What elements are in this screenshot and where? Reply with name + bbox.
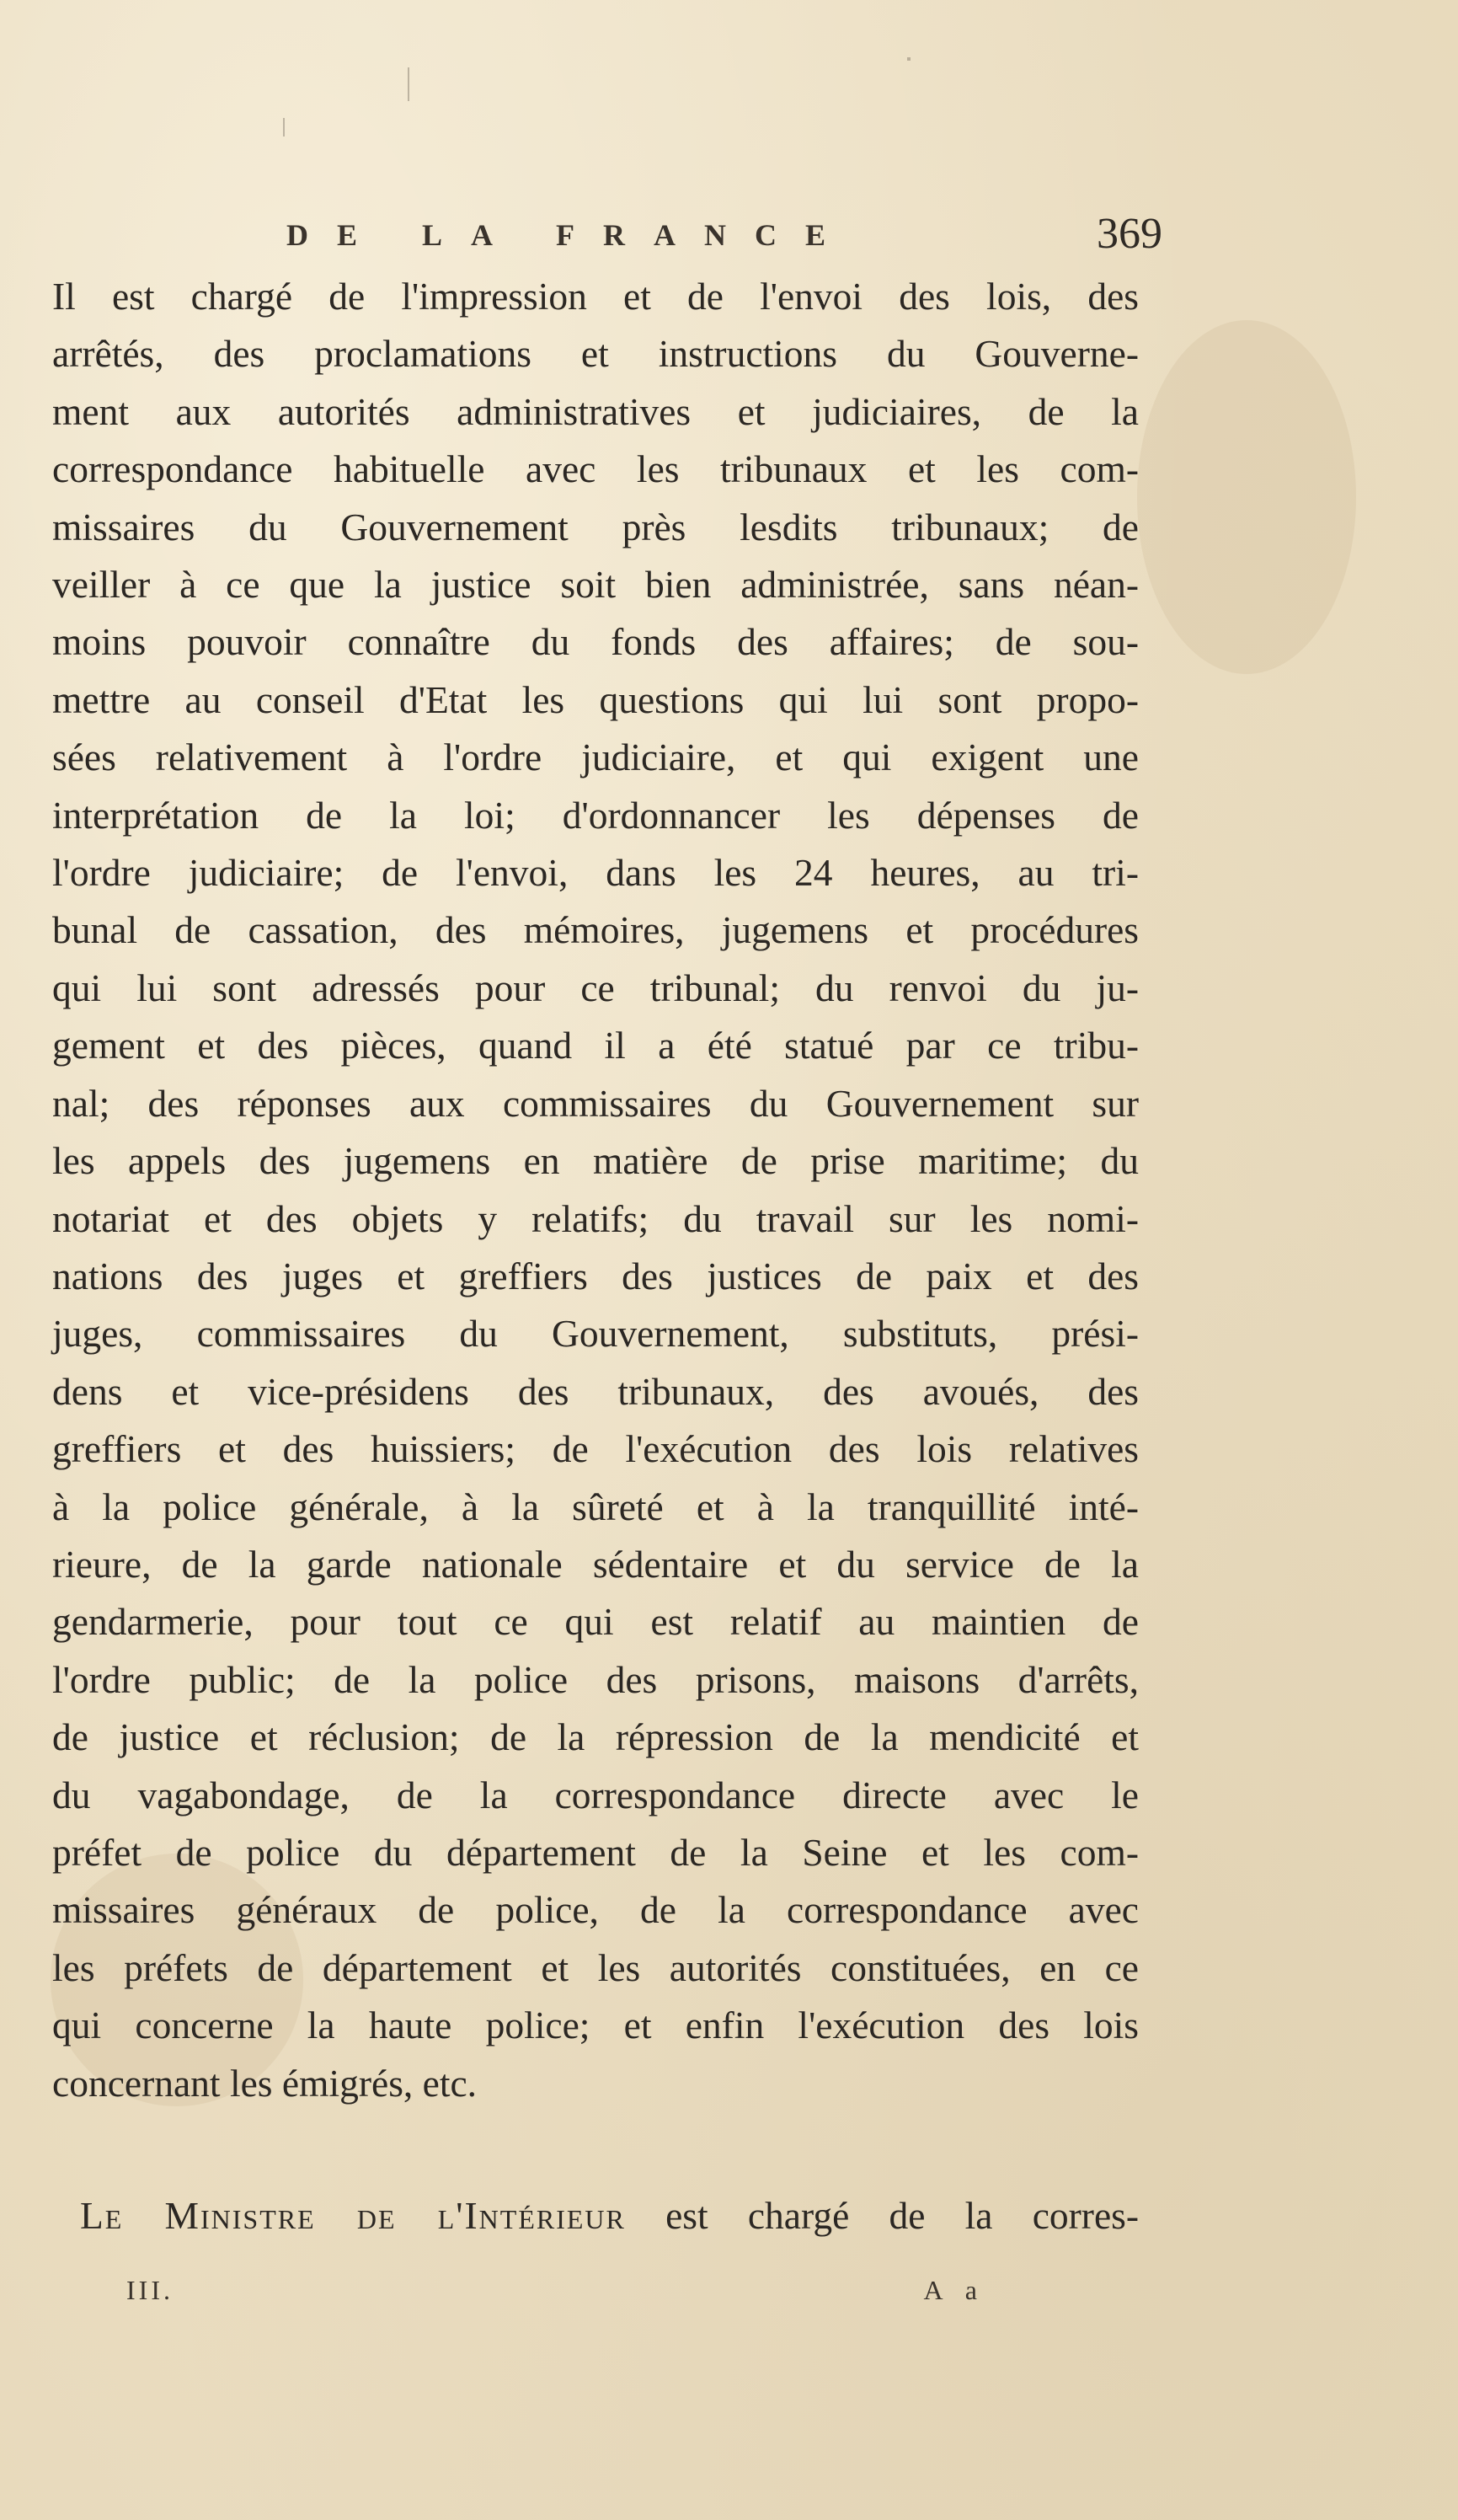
text-line: nal; des réponses aux commissaires du Gouvernement sur <box>52 1081 1139 1125</box>
body-paragraph <box>52 268 1139 2112</box>
gathering-mark: A a <box>923 2275 985 2305</box>
text-line: les préfets de département et les autorités constituées, en ce <box>52 1945 1139 1989</box>
text-line: les appels des jugemens en matière de prise maritime; du <box>52 1139 1139 1183</box>
text-line: à la police générale, à la sûreté et à la tranquillité inté- <box>52 1485 1139 1528</box>
running-title: DE LA FRANCE <box>286 218 855 252</box>
text-line: correspondance habituelle avec les tribunaux et les com- <box>52 447 1139 491</box>
signature-mark: III. <box>126 2275 174 2305</box>
text-line: gendarmerie, pour tout ce qui est relatif au maintien de <box>52 1600 1139 1644</box>
paper-speck <box>283 118 285 136</box>
text-line: préfet de police du département de la Seine et les com- <box>52 1830 1139 1874</box>
text-line: de justice et réclusion; de la répression de la mendicité et <box>52 1715 1139 1759</box>
text-line: missaires généraux de police, de la correspondance avec <box>52 1888 1139 1932</box>
text-line: ment aux autorités administratives et judiciaires, de la <box>52 389 1139 433</box>
text-line: veiller à ce que la justice soit bien administrée, sans néan- <box>52 563 1139 607</box>
text-line: sées relativement à l'ordre judiciaire, et qui exigent une <box>52 736 1139 779</box>
text-line: mettre au conseil d'Etat les questions qui lui sont propo- <box>52 677 1139 721</box>
paper-speck <box>907 57 911 61</box>
text-line: interprétation de la loi; d'ordonnancer les dépenses de <box>52 793 1139 837</box>
text-line: rieure, de la garde nationale sédentaire et du service de la <box>52 1542 1139 1586</box>
text-line: dens et vice-présidens des tribunaux, des avoués, des <box>52 1369 1139 1413</box>
text-line: nations des juges et greffiers des justices de paix et des <box>52 1254 1139 1297</box>
paper-speck <box>408 67 409 101</box>
text-line: arrêtés, des proclamations et instructions du Gouverne- <box>52 332 1139 376</box>
page-number: 369 <box>1097 210 1162 258</box>
text-line: Il est chargé de l'impression et de l'envoi des lois, des <box>52 275 1139 318</box>
text-line: greffiers et des huissiers; de l'exécution des lois relatives <box>52 1427 1139 1471</box>
text-line: missaires du Gouvernement près lesdits tribunaux; de <box>52 505 1139 548</box>
text-line: qui concerne la haute police; et enfin l'exécution des lois <box>52 2004 1139 2047</box>
text-line: juges, commissaires du Gouvernement, substituts, prési- <box>52 1312 1139 1356</box>
next-paragraph-start <box>80 2187 1139 2244</box>
page-footer <box>126 2275 985 2325</box>
text-line: l'ordre judiciaire; de l'envoi, dans les 24 heures, au tri- <box>52 851 1139 895</box>
text-line: qui lui sont adressés pour ce tribunal; du renvoi du ju- <box>52 966 1139 1009</box>
minister-title: Le Ministre de l'Intérieur <box>80 2194 626 2237</box>
text-line: notariat et des objets y relatifs; du travail sur les nomi- <box>52 1196 1139 1240</box>
text-line: gement et des pièces, quand il a été statué par ce tribu- <box>52 1024 1139 1067</box>
text-line: du vagabondage, de la correspondance directe avec le <box>52 1773 1139 1816</box>
text-line: concernant les émigrés, etc. <box>52 2061 478 2105</box>
paper-stain <box>1137 320 1356 674</box>
page-header <box>286 209 1162 268</box>
next-paragraph-text: est chargé de la corres- <box>625 2194 1140 2237</box>
text-line: l'ordre public; de la police des prisons, maisons d'arrêts, <box>52 1657 1139 1701</box>
text-line: moins pouvoir connaître du fonds des affaires; de sou- <box>52 620 1139 664</box>
text-line: bunal de cassation, des mémoires, jugemens et procédures <box>52 908 1139 952</box>
